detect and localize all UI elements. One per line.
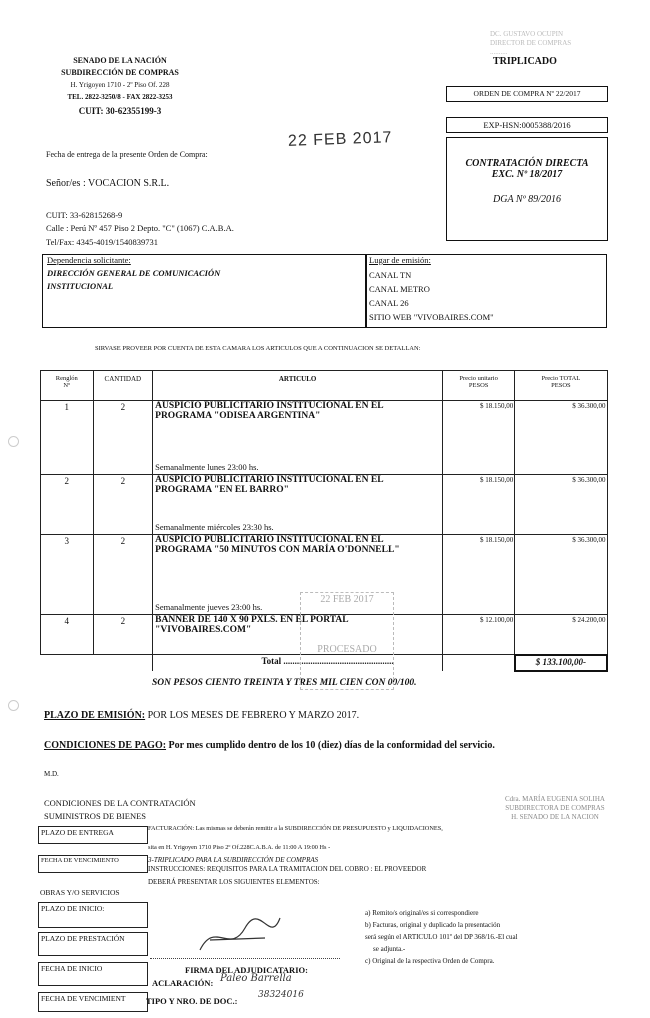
- issuer-line1: SENADO DE LA NACIÓN: [73, 56, 167, 65]
- dependencia-label: Dependencia solicitante:: [47, 255, 131, 265]
- cell-desc: AUSPICIO PUBLICITARIO INSTITUCIONAL EN EL PROGRAMA "50 MINUTOS CON MARÍA O'DONNELL" Semanalmente jueves 23:00 hs.: [153, 535, 443, 615]
- cell-qty: 2: [93, 401, 153, 475]
- tipo-doc-handwritten: 38324016: [258, 990, 304, 1000]
- issuer-block: [40, 55, 200, 117]
- son-pesos: SON PESOS CIENTO TREINTA Y TRES MIL CIEN CON 00/100.: [152, 678, 417, 688]
- cell-total: $ 36.300,00: [515, 535, 607, 615]
- issuer-line4: TEL. 2822-3250/8 - FAX 2822-3253: [67, 93, 173, 101]
- dependencia-lugar-box: [42, 254, 607, 328]
- cell-qty: 2: [93, 475, 153, 535]
- cell-unit: $ 18.150,00: [443, 475, 515, 535]
- label-fecha-vencimiento: FECHA DE VENCIMIENTO: [38, 855, 148, 873]
- condiciones-pago: CONDICIONES DE PAGO: Por mes cumplido dentro de los 10 (diez) días de la conformidad del servicio.: [44, 740, 495, 751]
- cell-qty: 2: [93, 535, 153, 615]
- cell-qty: 2: [93, 615, 153, 655]
- dependencia-line1: DIRECCIÓN GENERAL DE COMUNICACIÓN: [47, 268, 221, 278]
- sirvase-text: SIRVASE PROVEER POR CUENTA DE ESTA CAMARA LOS ARTICULOS QUE A CONTINUACION SE DETALLAN:: [95, 345, 421, 352]
- plazo-emision: PLAZO DE EMISIÓN: POR LOS MESES DE FEBRERO Y MARZO 2017.: [44, 710, 360, 721]
- copy-label: TRIPLICADO: [493, 56, 557, 67]
- orden-compra-number: ORDEN DE COMPRA Nº 22/2017: [473, 89, 581, 98]
- dependencia-line2: INSTITUCIONAL: [47, 281, 114, 291]
- cell-unit: $ 18.150,00: [443, 401, 515, 475]
- cell-renglon: 2: [41, 475, 94, 535]
- supplier-address: Calle : Perú Nº 457 Piso 2 Depto. "C" (1067) C.A.B.A.: [46, 223, 234, 233]
- supplier-tel: Tel/Fax: 4345-4019/1540839731: [46, 237, 159, 247]
- issuer-cuit: CUIT: 30-62355199-3: [78, 106, 162, 116]
- label-plazo-entrega: PLAZO DE ENTREGA: [38, 826, 148, 844]
- requisitos-block: a) Remito/s original/es si correspondiere b) Facturas, original y duplicado la presentación será según el ARTICULO 101º del DP 368/16.-El cual se adjunta.- c) Original de la respectiva Orden de Compra.: [365, 909, 518, 965]
- lugar-item: CANAL 26: [369, 298, 409, 308]
- total-value: $ 133.100,00-: [515, 655, 607, 671]
- label-plazo-inicio: PLAZO DE INICIO:: [38, 902, 148, 928]
- supplier-name: Señor/es : VOCACION S.R.L.: [46, 178, 170, 189]
- table-row: [41, 475, 608, 535]
- label-obras: OBRAS Y/O SERVICIOS: [40, 888, 120, 897]
- contratacion-dga: DGA Nº 89/2016: [493, 194, 561, 205]
- label-fecha-inicio: FECHA DE INICIO: [38, 962, 148, 986]
- col-renglon: Renglón Nº: [41, 371, 94, 401]
- lugar-item: CANAL TN: [369, 270, 412, 280]
- firma-label: FIRMA DEL ADJUDICATARIO:: [185, 965, 308, 975]
- cell-total: $ 36.300,00: [515, 401, 607, 475]
- lugar-emision-list: [369, 268, 494, 324]
- condiciones-title1: CONDICIONES DE LA CONTRATACIÓN: [44, 798, 196, 808]
- cell-desc: AUSPICIO PUBLICITARIO INSTITUCIONAL EN EL PROGRAMA "EN EL BARRO" Semanalmente miércoles 23:30 hs.: [153, 475, 443, 535]
- issuer-line2: SUBDIRECCIÓN DE COMPRAS: [61, 68, 179, 77]
- col-articulo: ARTICULO: [153, 371, 443, 401]
- supplier-cuit: CUIT: 33-62815268-9: [46, 210, 123, 220]
- contratacion-box: [446, 137, 608, 241]
- aclaracion-handwritten: Paleo Barrella: [220, 973, 292, 984]
- box-divider: [365, 255, 367, 327]
- lugar-item: CANAL METRO: [369, 284, 430, 294]
- aclaracion-label: ACLARACIÓN:: [152, 978, 214, 988]
- cell-desc: BANNER DE 140 X 90 PXLS. EN EL PORTAL "VIVOBAIRES.COM": [153, 615, 443, 655]
- label-plazo-prestacion: PLAZO DE PRESTACIÓN: [38, 932, 148, 956]
- contratacion-line1: CONTRATACIÓN DIRECTA: [465, 158, 589, 169]
- cell-unit: $ 18.150,00: [443, 535, 515, 615]
- signature-scribble: [195, 910, 285, 960]
- procesado-stamp: 22 FEB 2017 PROCESADO: [300, 592, 394, 690]
- cell-total: $ 36.300,00: [515, 475, 607, 535]
- col-unit: Precio unitario PESOS: [443, 371, 515, 401]
- signature-stamp: Cdra. MARÍA EUGENIA SOLIHA SUBDIRECTORA DE COMPRAS H. SENADO DE LA NACION: [505, 795, 605, 821]
- md-label: M.D.: [44, 770, 59, 778]
- date-stamp: 22 FEB 2017: [287, 129, 393, 150]
- punch-hole: [8, 700, 19, 711]
- issuer-line3: H. Yrigoyen 1710 - 2º Piso Of. 228: [70, 81, 170, 89]
- label-fecha-vencimiento-2: FECHA DE VENCIMIENT: [38, 992, 148, 1012]
- cell-renglon: 4: [41, 615, 94, 655]
- cell-renglon: 1: [41, 401, 94, 475]
- col-cantidad: CANTIDAD: [93, 371, 153, 401]
- signature-line: [150, 958, 340, 959]
- exp-number: EXP-HSN:0005388/2016: [483, 120, 571, 130]
- condiciones-title2: SUMINISTROS DE BIENES: [44, 811, 147, 821]
- table-row: [41, 401, 608, 475]
- lugar-emision-label: Lugar de emisión:: [369, 255, 431, 265]
- faint-stamp: DC. GUSTAVO OCUPIN DIRECTOR DE COMPRAS ..........: [490, 30, 572, 56]
- exp-box: [446, 117, 608, 133]
- cell-renglon: 3: [41, 535, 94, 615]
- total-label: Total .................................................: [153, 655, 443, 671]
- cell-desc: AUSPICIO PUBLICITARIO INSTITUCIONAL EN EL PROGRAMA "ODISEA ARGENTINA" Semanalmente lunes 23:00 hs.: [153, 401, 443, 475]
- col-total: Precio TOTAL PESOS: [515, 371, 607, 401]
- tipo-doc-label: TIPO Y NRO. DE DOC.:: [146, 996, 238, 1006]
- contratacion-line2: EXC. Nº 18/2017: [491, 169, 563, 180]
- cell-unit: $ 12.100,00: [443, 615, 515, 655]
- lugar-item: SITIO WEB "VIVOBAIRES.COM": [369, 312, 494, 322]
- table-header: [41, 371, 608, 401]
- facturacion-block: FACTURACIÓN: Las mismas se deberán remitir a la SUBDIRECCIÓN DE PRESUPUESTO y LIQUIDACIONES, sita en H. Yrigoyen 1710 Piso 2º Of.228C.A.B.A. de 11:00 A 19:00 Hs - 3-TRIPLICADO PARA LA SUBDIRECCIÓN DE COMPRAS INSTRUCCIONES: REQUISITOS PARA LA TRAMITACION DEL COBRO : EL PROVEEDOR DEBERÁ PRESENTAR LOS SIGUIENTES ELEMENTOS:: [148, 825, 443, 886]
- fecha-entrega-label: Fecha de entrega de la presente Orden de Compra:: [46, 150, 208, 159]
- punch-hole: [8, 436, 19, 447]
- orden-compra-box: [446, 86, 608, 102]
- cell-total: $ 24.200,00: [515, 615, 607, 655]
